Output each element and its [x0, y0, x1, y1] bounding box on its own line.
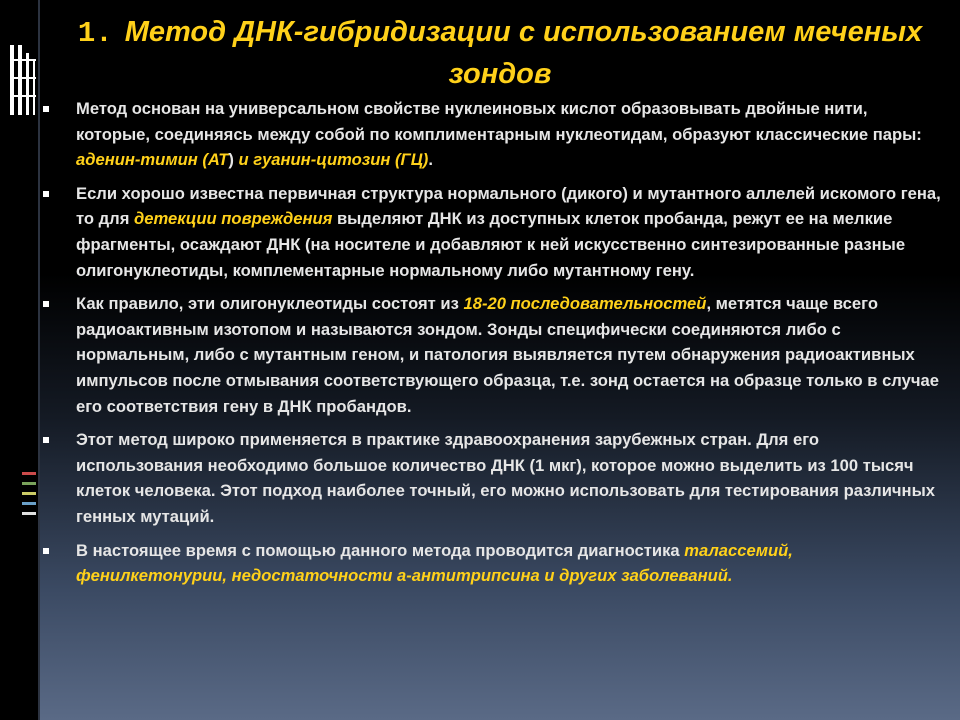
highlighted-text: аденин-тимин (АТ	[76, 150, 229, 170]
bullet-item	[40, 96, 945, 173]
highlighted-text: 18-20 последовательностей	[463, 294, 707, 314]
slide-title	[60, 12, 940, 94]
bullet-item	[40, 427, 945, 529]
bullet-marker-icon	[43, 548, 49, 554]
highlighted-text: детекции повреждения	[134, 209, 333, 229]
decorative-bars-top	[10, 45, 36, 115]
bullet-text: )	[228, 150, 239, 170]
highlighted-text: и гуанин-цитозин (ГЦ)	[238, 150, 429, 170]
bullet-text: выделяют ДНК из доступных клеток пробанда, режут ее на мелкие фрагменты, осаждают ДНК (на носителе и добавляют к ней искусственно синтезированные разные олигонуклеотиды, комплементарные нормальному либо мутантному гену.	[76, 209, 906, 280]
bullet-item	[40, 181, 945, 283]
bullet-text: Метод основан на универсальном свойстве нуклеиновых кислот образовывать двойные нити, которые, соединяясь между собой по комплиментарным нуклеотидам, образуют классические пары:	[76, 99, 922, 144]
bullet-item	[40, 538, 945, 589]
bullet-text: В настоящее время с помощью данного метода проводится диагностика	[76, 540, 685, 560]
bullet-list	[40, 96, 945, 597]
title-text: Метод ДНК-гибридизации с использованием меченых зондов	[124, 16, 923, 90]
bullet-text: Если хорошо известна первичная структура нормального (дикого) и мутантного аллелей искомого гена, то для	[76, 183, 941, 229]
bullet-item	[40, 291, 945, 419]
highlighted-text: талассемий, фенилкетонурии, недостаточности а-антитрипсина и других заболеваний.	[76, 540, 793, 586]
bullet-text: .	[428, 150, 433, 170]
title-number: 1.	[77, 17, 113, 50]
decorative-bars-bottom	[22, 472, 36, 532]
bullet-text: Как правило, эти олигонуклеотиды состоят из	[76, 294, 464, 314]
bullet-text: , метятся чаще всего радиоактивным изотопом и называются зондом. Зонды специфически соединяются либо с нормальным, либо с мутантным геном, и патология выявляется путем обнаружения радиоактивных импульсов после отмывания соответствующего образца, т.е. зонд остается на образце только в случае его соответствия гену в ДНК пробандов.	[76, 294, 939, 416]
bullet-marker-icon	[43, 191, 49, 197]
bullet-marker-icon	[43, 106, 49, 112]
bullet-marker-icon	[43, 437, 49, 443]
left-sidebar	[0, 0, 40, 720]
bullet-marker-icon	[43, 301, 49, 307]
bullet-text: Этот метод широко применяется в практике здравоохранения зарубежных стран. Для его использования необходимо большое количество ДНК (1 мкг), которое можно выделить из 100 тысяч клеток человека. Этот подход наиболее точный, его можно использовать для тестирования различных генных мутаций.	[76, 430, 935, 526]
